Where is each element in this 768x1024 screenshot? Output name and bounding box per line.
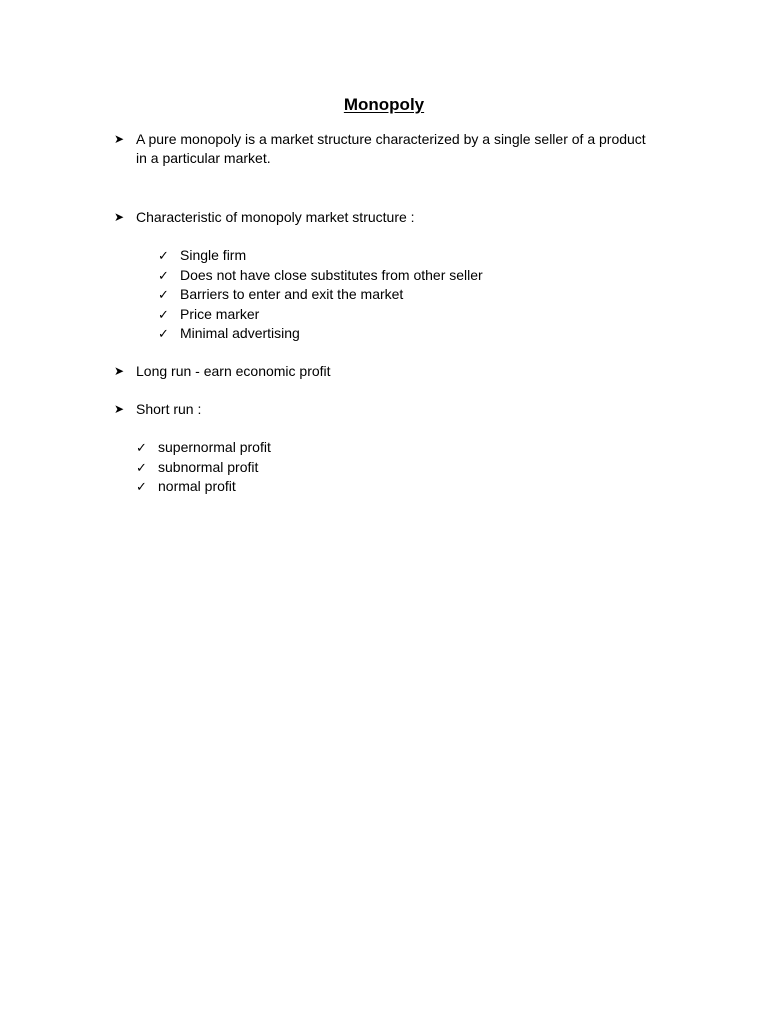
list-item-text: Minimal advertising	[180, 325, 300, 341]
list-item-text: supernormal profit	[158, 439, 271, 455]
bullet-characteristics	[114, 208, 654, 227]
list-item	[136, 477, 271, 497]
checkmark-icon: ✓	[158, 287, 169, 302]
bullet-characteristics-text: Characteristic of monopoly market structure :	[136, 209, 415, 225]
list-item	[158, 285, 483, 305]
checkmark-icon: ✓	[158, 326, 169, 341]
checkmark-icon: ✓	[136, 479, 147, 494]
arrowhead-bullet-icon: ➤	[114, 132, 125, 146]
checkmark-icon: ✓	[158, 267, 169, 283]
list-item-text: Does not have close substitutes from other seller	[180, 266, 483, 283]
checkmark-icon: ✓	[136, 459, 147, 475]
bullet-short-run-text: Short run :	[136, 401, 202, 417]
bullet-intro	[114, 130, 654, 168]
checkmark-icon: ✓	[158, 248, 169, 263]
list-item-text: Price marker	[180, 305, 260, 322]
list-item-text: Barriers to enter and exit the market	[180, 286, 404, 302]
arrowhead-bullet-icon: ➤	[114, 364, 125, 378]
list-item	[158, 246, 483, 266]
list-item	[158, 305, 483, 325]
checkmark-icon: ✓	[136, 440, 147, 455]
list-item	[158, 324, 483, 344]
arrowhead-bullet-icon: ➤	[114, 210, 125, 224]
list-item	[158, 266, 483, 286]
bullet-long-run-text: Long run - earn economic profit	[136, 363, 331, 379]
list-item-text: Single firm	[180, 247, 247, 263]
list-item	[136, 458, 271, 478]
list-item-text: normal profit	[158, 478, 236, 494]
bullet-short-run	[114, 400, 654, 419]
characteristics-list	[158, 246, 483, 344]
bullet-long-run	[114, 362, 654, 381]
list-item	[136, 438, 271, 458]
bullet-intro-text: A pure monopoly is a market structure characterized by a single seller of a product in a particular market.	[136, 131, 646, 166]
arrowhead-bullet-icon: ➤	[114, 402, 125, 416]
list-item-text: subnormal profit	[158, 458, 259, 475]
checkmark-icon: ✓	[158, 306, 169, 322]
document-title: Monopoly	[343, 95, 425, 114]
short-run-list	[136, 438, 271, 497]
